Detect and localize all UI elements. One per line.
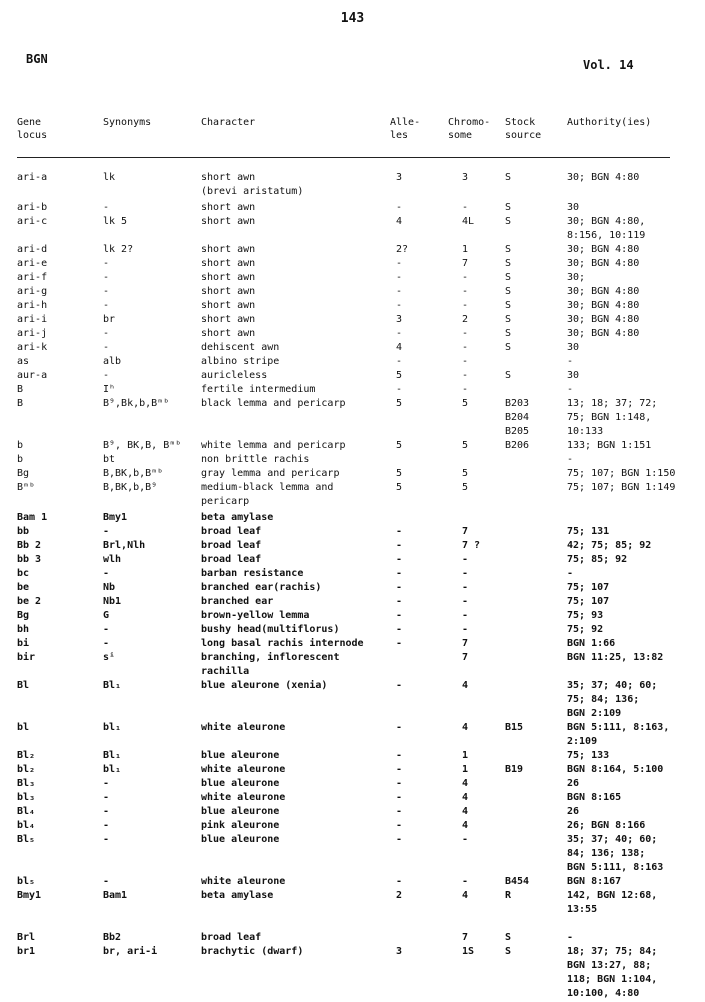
cell-alleles: 2? xyxy=(396,244,409,255)
cell-synonyms: Bmy1 xyxy=(103,512,128,523)
cell-authority: 30; BGN 4:80 xyxy=(567,300,640,311)
cell-locus: Bam 1 xyxy=(17,512,48,523)
volume-label: Vol. 14 xyxy=(583,58,634,72)
cell-stock-source: B206 xyxy=(505,440,530,451)
cell-character: blue aleurone xyxy=(201,806,280,817)
cell-stock-source: S xyxy=(505,300,512,311)
cell-chromosome: 5 xyxy=(462,398,469,409)
cell-synonyms: - xyxy=(103,792,110,803)
cell-alleles: - xyxy=(396,610,403,621)
cell-chromosome: - xyxy=(462,286,469,297)
cell-alleles: - xyxy=(396,834,403,845)
table-header xyxy=(0,116,705,152)
cell-locus: ari-g xyxy=(17,286,48,297)
cell-locus: Bl₄ xyxy=(17,806,36,817)
header-stock-source: Stock source xyxy=(505,117,542,141)
header-gene-locus: Gene locus xyxy=(17,117,48,141)
cell-chromosome: - xyxy=(462,384,469,395)
cell-chromosome: - xyxy=(462,834,469,845)
cell-stock-source: S xyxy=(505,258,512,269)
cell-authority: 75; 107 xyxy=(567,582,610,593)
cell-chromosome: - xyxy=(462,300,469,311)
cell-alleles: - xyxy=(396,722,403,733)
cell-alleles: - xyxy=(396,272,403,283)
header-character: Character xyxy=(201,117,256,128)
cell-chromosome: 5 xyxy=(462,440,469,451)
cell-synonyms: - xyxy=(103,820,110,831)
cell-locus: bl xyxy=(17,722,30,733)
cell-stock-source: B15 xyxy=(505,722,524,733)
cell-authority: 35; 37; 40; 60; 75; 84; 136; BGN 2:109 xyxy=(567,680,658,719)
cell-chromosome: - xyxy=(462,202,469,213)
cell-locus: bl₂ xyxy=(17,764,36,775)
cell-stock-source: S xyxy=(505,202,512,213)
cell-stock-source: S xyxy=(505,244,512,255)
cell-locus: bl₅ xyxy=(17,876,36,887)
cell-alleles: - xyxy=(396,526,403,537)
cell-character: blue aleurone (xenia) xyxy=(201,680,328,691)
cell-authority: 13; 18; 37; 72; 75; BGN 1:148, 10:133 xyxy=(567,398,658,437)
cell-alleles: 5 xyxy=(396,440,403,451)
cell-alleles: - xyxy=(396,328,403,339)
cell-character: auricleless xyxy=(201,370,268,381)
cell-authority: 75; 133 xyxy=(567,750,610,761)
cell-character: brown-yellow lemma xyxy=(201,610,310,621)
cell-locus: bh xyxy=(17,624,30,635)
cell-locus: Brl xyxy=(17,932,36,943)
cell-alleles: 4 xyxy=(396,216,403,227)
cell-authority: - xyxy=(567,384,574,395)
cell-alleles: - xyxy=(396,596,403,607)
cell-alleles: - xyxy=(396,764,403,775)
cell-authority: 30; BGN 4:80 xyxy=(567,314,640,325)
cell-locus: B xyxy=(17,398,24,409)
cell-character: medium-black lemma and pericarp xyxy=(201,482,334,507)
cell-stock-source: S xyxy=(505,272,512,283)
cell-synonyms: Nb xyxy=(103,582,116,593)
cell-alleles: - xyxy=(396,792,403,803)
cell-chromosome: 4 xyxy=(462,820,469,831)
cell-synonyms: B⁹,Bk,b,Bᵐᵇ xyxy=(103,398,170,409)
cell-alleles: - xyxy=(396,540,403,551)
cell-authority: 75; 107; BGN 1:149 xyxy=(567,482,676,493)
cell-synonyms: lk 2? xyxy=(103,244,134,255)
cell-authority: 30 xyxy=(567,370,580,381)
cell-character: non brittle rachis xyxy=(201,454,310,465)
cell-authority: BGN 8:167 xyxy=(567,876,622,887)
cell-synonyms: - xyxy=(103,624,110,635)
cell-synonyms: bt xyxy=(103,454,116,465)
cell-locus: ari-h xyxy=(17,300,48,311)
cell-character: short awn xyxy=(201,328,256,339)
cell-character: branching, inflorescent rachilla xyxy=(201,652,340,677)
cell-alleles: - xyxy=(396,876,403,887)
cell-locus: aur-a xyxy=(17,370,48,381)
cell-authority: 30; BGN 4:80 xyxy=(567,244,640,255)
cell-locus: Bb 2 xyxy=(17,540,42,551)
cell-chromosome: 1 xyxy=(462,750,469,761)
cell-authority: 30; xyxy=(567,272,586,283)
cell-locus: Bl₃ xyxy=(17,778,36,789)
cell-authority: - xyxy=(567,454,574,465)
cell-alleles: - xyxy=(396,750,403,761)
cell-alleles: - xyxy=(396,624,403,635)
cell-chromosome: - xyxy=(462,596,469,607)
cell-stock-source: B19 xyxy=(505,764,524,775)
cell-authority: 142, BGN 12:68, 13:55 xyxy=(567,890,658,915)
page-number: 143 xyxy=(340,11,365,26)
cell-synonyms: - xyxy=(103,568,110,579)
cell-synonyms: Brl,Nlh xyxy=(103,540,146,551)
cell-chromosome: 5 xyxy=(462,468,469,479)
cell-chromosome: 4 xyxy=(462,680,469,691)
cell-stock-source: B454 xyxy=(505,876,530,887)
cell-alleles: 2 xyxy=(396,890,403,901)
cell-chromosome: - xyxy=(462,568,469,579)
cell-stock-source: B203 B204 B205 xyxy=(505,398,530,437)
cell-alleles: - xyxy=(396,258,403,269)
cell-character: broad leaf xyxy=(201,526,262,537)
cell-locus: Bl xyxy=(17,680,30,691)
cell-synonyms: Bl₁ xyxy=(103,680,122,691)
cell-synonyms: br, ari-i xyxy=(103,946,158,957)
cell-character: short awn xyxy=(201,244,256,255)
cell-locus: bb 3 xyxy=(17,554,42,565)
cell-stock-source: S xyxy=(505,932,512,943)
cell-synonyms: wlh xyxy=(103,554,122,565)
cell-chromosome: 7 xyxy=(462,932,469,943)
cell-synonyms: br xyxy=(103,314,116,325)
cell-synonyms: B,BK,b,B⁹ xyxy=(103,482,158,493)
cell-chromosome: 4 xyxy=(462,806,469,817)
cell-character: short awn xyxy=(201,202,256,213)
cell-authority: - xyxy=(567,568,574,579)
cell-chromosome: - xyxy=(462,610,469,621)
cell-synonyms: - xyxy=(103,526,110,537)
cell-chromosome: - xyxy=(462,356,469,367)
cell-chromosome: - xyxy=(462,582,469,593)
cell-chromosome: 7 xyxy=(462,526,469,537)
cell-locus: bc xyxy=(17,568,30,579)
cell-synonyms: - xyxy=(103,876,110,887)
cell-synonyms: Bb2 xyxy=(103,932,122,943)
cell-alleles: - xyxy=(396,820,403,831)
cell-authority: 26; BGN 8:166 xyxy=(567,820,646,831)
cell-character: beta amylase xyxy=(201,890,274,901)
cell-synonyms: B⁹, BK,B, Bᵐᵇ xyxy=(103,440,182,451)
cell-chromosome: 1 xyxy=(462,244,469,255)
cell-locus: be 2 xyxy=(17,596,42,607)
cell-chromosome: 2 xyxy=(462,314,469,325)
cell-authority: - xyxy=(567,356,574,367)
cell-authority: 30; BGN 4:80 xyxy=(567,172,640,183)
cell-synonyms: Bam1 xyxy=(103,890,128,901)
cell-locus: ari-i xyxy=(17,314,48,325)
cell-character: short awn xyxy=(201,286,256,297)
journal-abbrev: BGN xyxy=(26,52,48,66)
cell-locus: ari-k xyxy=(17,342,48,353)
cell-stock-source: S xyxy=(505,328,512,339)
cell-stock-source: S xyxy=(505,216,512,227)
cell-character: white aleurone xyxy=(201,792,286,803)
cell-authority: BGN 11:25, 13:82 xyxy=(567,652,664,663)
cell-alleles: 5 xyxy=(396,398,403,409)
cell-locus: Bg xyxy=(17,468,30,479)
cell-authority: BGN 1:66 xyxy=(567,638,616,649)
cell-synonyms: Bl₁ xyxy=(103,750,122,761)
cell-locus: bi xyxy=(17,638,30,649)
cell-authority: 30; BGN 4:80, 8:156, 10:119 xyxy=(567,216,646,241)
cell-alleles: - xyxy=(396,806,403,817)
cell-character: broad leaf xyxy=(201,932,262,943)
cell-locus: b xyxy=(17,440,24,451)
cell-alleles: - xyxy=(396,582,403,593)
cell-authority: 30; BGN 4:80 xyxy=(567,328,640,339)
header-chromosome: Chromo- some xyxy=(448,117,491,141)
cell-authority: 75; 107; BGN 1:150 xyxy=(567,468,676,479)
cell-alleles: - xyxy=(396,202,403,213)
cell-chromosome: 3 xyxy=(462,172,469,183)
cell-synonyms: - xyxy=(103,778,110,789)
cell-authority: 133; BGN 1:151 xyxy=(567,440,652,451)
cell-alleles: 3 xyxy=(396,946,403,957)
cell-authority: 35; 37; 40; 60; 84; 136; 138; BGN 5:111, 8:163 xyxy=(567,834,664,873)
cell-locus: ari-e xyxy=(17,258,48,269)
cell-locus: bl₃ xyxy=(17,792,36,803)
header-authorities: Authority(ies) xyxy=(567,117,652,128)
cell-synonyms: - xyxy=(103,272,110,283)
cell-chromosome: 7 xyxy=(462,652,469,663)
cell-synonyms: - xyxy=(103,806,110,817)
cell-character: blue aleurone xyxy=(201,834,280,845)
cell-character: white aleurone xyxy=(201,764,286,775)
cell-chromosome: - xyxy=(462,876,469,887)
cell-locus: bir xyxy=(17,652,36,663)
cell-synonyms: lk xyxy=(103,172,116,183)
cell-alleles: - xyxy=(396,286,403,297)
cell-character: blue aleurone xyxy=(201,778,280,789)
cell-authority: 42; 75; 85; 92 xyxy=(567,540,652,551)
cell-character: short awn xyxy=(201,216,256,227)
cell-chromosome: 4L xyxy=(462,216,475,227)
cell-character: white aleurone xyxy=(201,722,286,733)
cell-synonyms: bl₁ xyxy=(103,722,122,733)
cell-locus: Bg xyxy=(17,610,30,621)
cell-synonyms: sⁱ xyxy=(103,652,116,663)
cell-alleles: 3 xyxy=(396,172,403,183)
cell-synonyms: bl₁ xyxy=(103,764,122,775)
cell-locus: ari-b xyxy=(17,202,48,213)
cell-chromosome: 7 ? xyxy=(462,540,481,551)
cell-locus: b xyxy=(17,454,24,465)
cell-character: black lemma and pericarp xyxy=(201,398,346,409)
cell-authority: 26 xyxy=(567,806,580,817)
cell-stock-source: S xyxy=(505,946,512,957)
cell-authority: - xyxy=(567,932,574,943)
cell-character: branched ear xyxy=(201,596,274,607)
cell-alleles: 5 xyxy=(396,468,403,479)
cell-chromosome: 4 xyxy=(462,890,469,901)
cell-locus: B xyxy=(17,384,24,395)
cell-character: pink aleurone xyxy=(201,820,280,831)
cell-synonyms: B,BK,b,Bᵐᵇ xyxy=(103,468,164,479)
cell-locus: bl₄ xyxy=(17,820,36,831)
cell-synonyms: - xyxy=(103,638,110,649)
cell-synonyms: - xyxy=(103,258,110,269)
cell-synonyms: alb xyxy=(103,356,122,367)
cell-character: brachytic (dwarf) xyxy=(201,946,304,957)
cell-synonyms: Nb1 xyxy=(103,596,122,607)
cell-synonyms: lk 5 xyxy=(103,216,128,227)
cell-stock-source: R xyxy=(505,890,512,901)
cell-locus: as xyxy=(17,356,30,367)
cell-alleles: - xyxy=(396,300,403,311)
header-rule xyxy=(17,157,670,158)
cell-authority: 30 xyxy=(567,202,580,213)
cell-character: dehiscent awn xyxy=(201,342,280,353)
cell-locus: Bl₂ xyxy=(17,750,36,761)
cell-locus: ari-d xyxy=(17,244,48,255)
cell-alleles: - xyxy=(396,638,403,649)
cell-locus: be xyxy=(17,582,30,593)
cell-authority: 75; 131 xyxy=(567,526,610,537)
cell-character: broad leaf xyxy=(201,554,262,565)
cell-stock-source: S xyxy=(505,342,512,353)
cell-stock-source: S xyxy=(505,370,512,381)
cell-character: short awn xyxy=(201,272,256,283)
cell-synonyms: G xyxy=(103,610,110,621)
cell-synonyms: - xyxy=(103,300,110,311)
cell-character: beta amylase xyxy=(201,512,274,523)
cell-character: bushy head(multiflorus) xyxy=(201,624,340,635)
cell-chromosome: 4 xyxy=(462,722,469,733)
cell-authority: 30 xyxy=(567,342,580,353)
cell-synonyms: Iʰ xyxy=(103,384,116,395)
cell-locus: br1 xyxy=(17,946,36,957)
cell-chromosome: 5 xyxy=(462,482,469,493)
cell-authority: BGN 8:164, 5:100 xyxy=(567,764,664,775)
cell-alleles: - xyxy=(396,568,403,579)
cell-locus: bb xyxy=(17,526,30,537)
cell-chromosome: 4 xyxy=(462,778,469,789)
cell-authority: 75; 85; 92 xyxy=(567,554,628,565)
cell-character: short awn xyxy=(201,314,256,325)
cell-character: white aleurone xyxy=(201,876,286,887)
cell-locus: ari-f xyxy=(17,272,48,283)
cell-locus: ari-a xyxy=(17,172,48,183)
cell-character: short awn xyxy=(201,258,256,269)
cell-character: short awn (brevi aristatum) xyxy=(201,172,304,197)
cell-synonyms: - xyxy=(103,342,110,353)
cell-character: branched ear(rachis) xyxy=(201,582,322,593)
cell-character: white lemma and pericarp xyxy=(201,440,346,451)
cell-character: long basal rachis internode xyxy=(201,638,364,649)
cell-locus: Bl₅ xyxy=(17,834,36,845)
cell-stock-source: S xyxy=(505,172,512,183)
cell-chromosome: - xyxy=(462,624,469,635)
cell-alleles: - xyxy=(396,384,403,395)
cell-synonyms: - xyxy=(103,370,110,381)
cell-character: albino stripe xyxy=(201,356,280,367)
cell-alleles: - xyxy=(396,554,403,565)
cell-chromosome: - xyxy=(462,328,469,339)
cell-authority: 30; BGN 4:80 xyxy=(567,258,640,269)
cell-chromosome: 7 xyxy=(462,638,469,649)
cell-synonyms: - xyxy=(103,202,110,213)
cell-character: broad leaf xyxy=(201,540,262,551)
cell-chromosome: 1 xyxy=(462,764,469,775)
cell-locus: Bᵐᵇ xyxy=(17,482,36,493)
cell-chromosome: 1S xyxy=(462,946,475,957)
header-synonyms: Synonyms xyxy=(103,117,152,128)
cell-alleles: - xyxy=(396,778,403,789)
cell-authority: BGN 5:111, 8:163, 2:109 xyxy=(567,722,670,747)
cell-chromosome: - xyxy=(462,554,469,565)
cell-alleles: 5 xyxy=(396,482,403,493)
cell-character: barban resistance xyxy=(201,568,304,579)
cell-authority: 30; BGN 4:80 xyxy=(567,286,640,297)
cell-alleles: 3 xyxy=(396,314,403,325)
cell-synonyms: - xyxy=(103,286,110,297)
cell-locus: ari-j xyxy=(17,328,48,339)
cell-chromosome: - xyxy=(462,342,469,353)
cell-character: short awn xyxy=(201,300,256,311)
cell-stock-source: S xyxy=(505,286,512,297)
cell-alleles: - xyxy=(396,356,403,367)
cell-authority: 75; 92 xyxy=(567,624,604,635)
cell-character: gray lemma and pericarp xyxy=(201,468,340,479)
header-alleles: Alle- les xyxy=(390,117,421,141)
cell-chromosome: - xyxy=(462,370,469,381)
cell-character: fertile intermedium xyxy=(201,384,316,395)
cell-authority: 26 xyxy=(567,778,580,789)
cell-synonyms: - xyxy=(103,834,110,845)
cell-authority: 75; 107 xyxy=(567,596,610,607)
cell-alleles: 5 xyxy=(396,370,403,381)
cell-authority: 18; 37; 75; 84; BGN 13:27, 88; 118; BGN 1:104, 10:100, 4:80 xyxy=(567,946,658,999)
cell-authority: 75; 93 xyxy=(567,610,604,621)
cell-alleles: 4 xyxy=(396,342,403,353)
cell-stock-source: S xyxy=(505,314,512,325)
cell-alleles: - xyxy=(396,680,403,691)
cell-chromosome: - xyxy=(462,272,469,283)
cell-synonyms: - xyxy=(103,328,110,339)
cell-character: blue aleurone xyxy=(201,750,280,761)
cell-locus: ari-c xyxy=(17,216,48,227)
cell-chromosome: 4 xyxy=(462,792,469,803)
cell-chromosome: 7 xyxy=(462,258,469,269)
cell-authority: BGN 8:165 xyxy=(567,792,622,803)
cell-locus: Bmy1 xyxy=(17,890,42,901)
